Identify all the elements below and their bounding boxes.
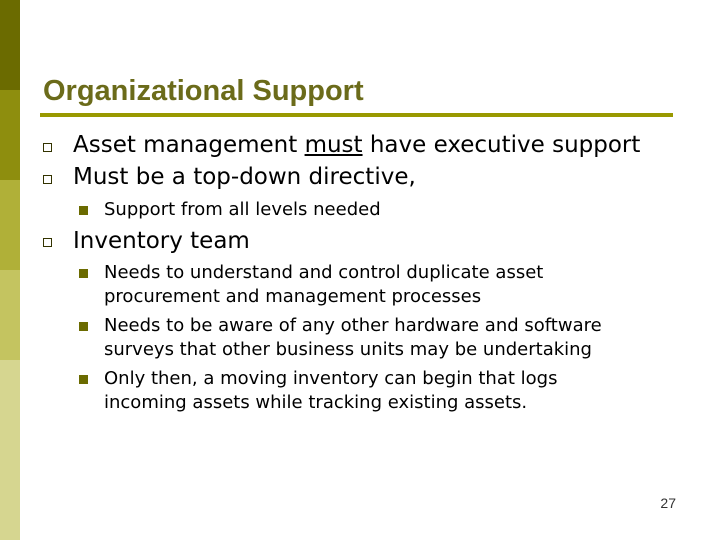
subbullet-surveys-line1: Needs to be aware of any other hardware and software bbox=[104, 315, 602, 336]
subbullet-duplicate-line1: Needs to understand and control duplicate asset bbox=[104, 262, 544, 283]
bullet-top-down: Must be a top-down directive, bbox=[73, 164, 416, 190]
page-number: 27 bbox=[660, 495, 676, 511]
bullet-inventory-team: Inventory team bbox=[73, 228, 250, 254]
side-bar-segment bbox=[0, 270, 20, 360]
title-underline-rule bbox=[40, 113, 673, 117]
filled-square-bullet-icon bbox=[79, 206, 88, 215]
side-bar-segment bbox=[0, 360, 20, 540]
subbullet-support-levels: Support from all levels needed bbox=[104, 199, 381, 220]
side-bar-segment bbox=[0, 180, 20, 270]
subbullet-moving-inventory-line1: Only then, a moving inventory can begin that logs bbox=[104, 368, 558, 389]
filled-square-bullet-icon bbox=[79, 269, 88, 278]
hollow-square-bullet-icon bbox=[43, 175, 52, 184]
bullet-text-pre: Asset management bbox=[73, 132, 305, 158]
slide-title: Organizational Support bbox=[43, 75, 364, 107]
subbullet-moving-inventory-line2: incoming assets while tracking existing assets. bbox=[104, 392, 528, 413]
side-bar-segment bbox=[0, 0, 20, 90]
side-bar-segment bbox=[0, 90, 20, 180]
filled-square-bullet-icon bbox=[79, 322, 88, 331]
subbullet-duplicate-line2: procurement and management processes bbox=[104, 286, 482, 307]
hollow-square-bullet-icon bbox=[43, 143, 52, 152]
bullet-text-post: have executive support bbox=[362, 132, 641, 158]
side-decor-bar bbox=[0, 0, 20, 540]
filled-square-bullet-icon bbox=[79, 375, 88, 384]
subbullet-surveys-line2: surveys that other business units may be undertaking bbox=[104, 339, 592, 360]
bullet-asset-management bbox=[73, 130, 640, 160]
bullet-text-emphasis: must bbox=[304, 132, 363, 158]
hollow-square-bullet-icon bbox=[43, 238, 52, 247]
